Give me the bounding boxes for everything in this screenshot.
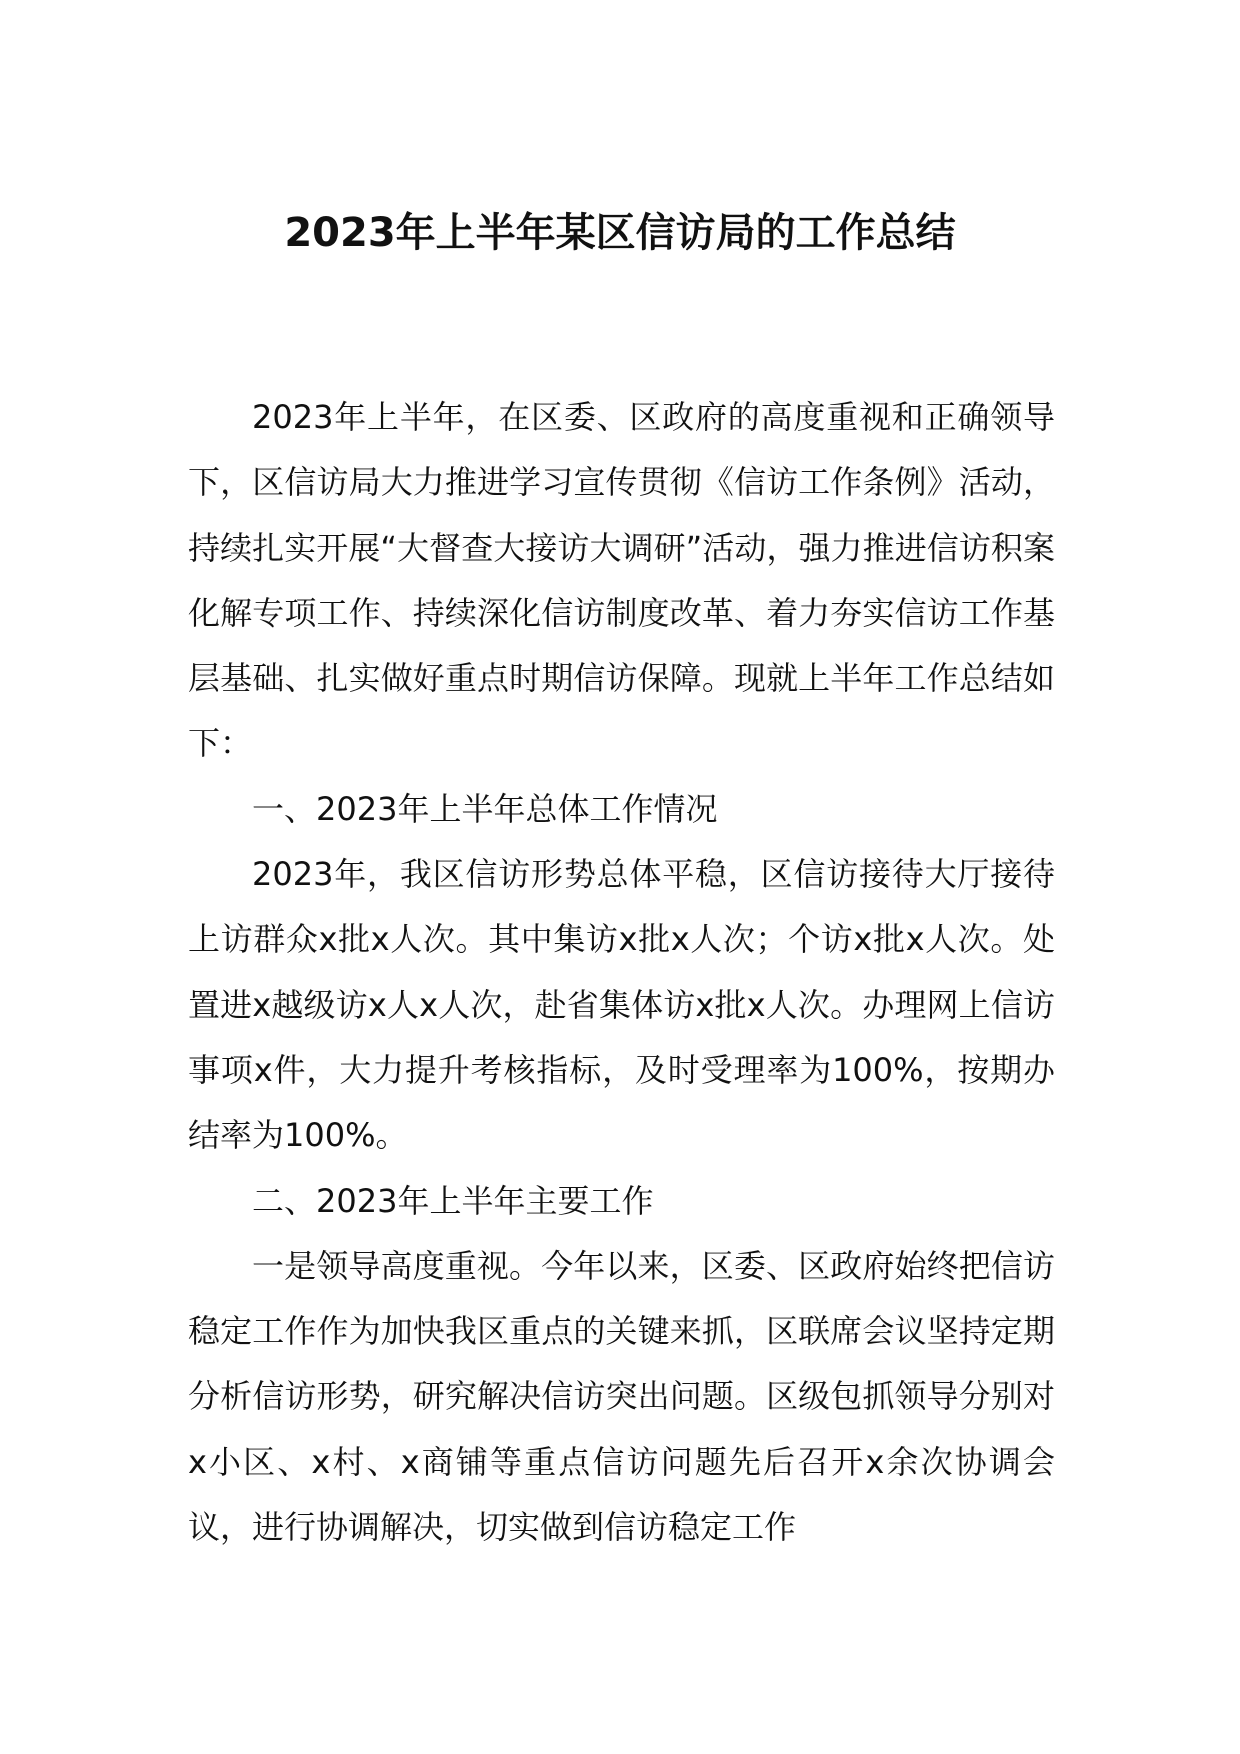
document-body	[188, 385, 1055, 1560]
document-title: 2023年上半年某区信访局的工作总结	[284, 210, 956, 256]
main-work-paragraph: 一是领导高度重视。今年以来，区委、区政府始终把信访稳定工作作为加快我区重点的关键来抓，区联席会议坚持定期分析信访形势，研究解决信访突出问题。区级包抓领导分别对x小区、x村、x商铺等重点信访问题先后召开x余次协调会议，进行协调解决，切实做到信访稳定工作	[188, 1246, 1055, 1547]
section-heading-2: 二、2023年上半年主要工作	[252, 1181, 654, 1220]
overall-situation-paragraph: 2023年，我区信访形势总体平稳，区信访接待大厅接待上访群众x批x人次。其中集访x批x人次；个访x批x人次。处置进x越级访x人x人次，赴省集体访x批x人次。办理网上信访事项x件，大力提升考核指标，及时受理率为100%，按期办结率为100%。	[188, 855, 1055, 1155]
section-heading-1: 一、2023年上半年总体工作情况	[252, 789, 718, 828]
intro-paragraph: 2023年上半年，在区委、区政府的高度重视和正确领导下，区信访局大力推进学习宣传贯彻《信访工作条例》活动，持续扎实开展“大督查大接访大调研”活动，强力推进信访积案化解专项工作、持续深化信访制度改革、着力夯实信访工作基层基础、扎实做好重点时期信访保障。现就上半年工作总结如下：	[188, 398, 1055, 763]
